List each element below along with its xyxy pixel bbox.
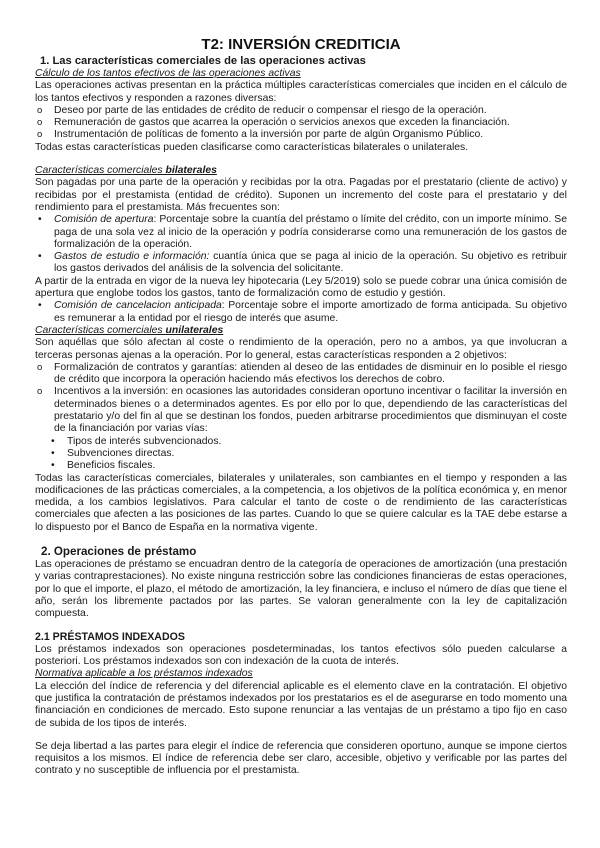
paragraph-normativa-2: Se deja libertad a las partes para elegir el índice de referencia que consideren oportuno, aunque se impone ciertos requisitos a los mismos. El índice de referencia debe ser claro, accesible, objetivo y verificable por las partes del contrato y no susceptible de influencia por el prestamista. [35,740,567,777]
subheading-tantos-efectivos: Cálculo de los tantos efectivos de las operaciones activas [35,68,301,79]
list-item: o Formalización de contratos y garantías: atienden al deseo de las entidades de disminuir en lo posible el riesgo de crédito que incorpora la operación haciendo más efectivos los derechos de cobro. [35,362,567,387]
paragraph-unilaterales: Son aquéllas que sólo afectan al coste o rendimiento de la operación, pero no a ambos, ya que involucran a terceras personas ajenas a la operación. Por lo general, estas características responden a 2 objetivos: [35,337,567,361]
list-item: • Tipos de interés subvencionados. [35,436,567,448]
term: Comisión de apertura [54,214,154,226]
list-item [35,251,567,276]
paragraph-summary: Todas estas características pueden clasificarse como características bilaterales o unilaterales. [35,141,469,153]
list-item: o Remuneración de gastos que acarrea la operación o servicios anexos que exceden la financiación. [35,117,567,129]
paragraph-normativa-1: La elección del índice de referencia y del diferencial aplicable es el elemento clave en la contratación. El objetivo que justifica la contratación de préstamos indexados por los prestatarios es el de asegurarse en todo momento una financiación en condiciones de mercado. Esto supone renunciar a las ventajas de un préstamo a tipo fijo en caso de subida de los tipos de interés. [35,680,567,729]
unilaterales-list [35,362,567,436]
term-text: : Porcentaje sobre el importe amortizado de forma anticipada. Su objetivo es remunerar a la entidad por el riesgo de interés que asume. [54,300,567,324]
subheading-prefix: Características comerciales [35,165,166,177]
list-item: o Incentivos a la inversión: en ocasiones las autoridades consideran oportuno incentivar o facilitar la inversión en determinados bienes o a determinados agentes. Es por ello por lo que, dependiendo de las características del prestatario y/o del fin al que se destinan los fondos, pueden arbitrarse procedimientos que disminuyan el coste de la financiación por varias vías: [35,386,567,435]
list-item [35,300,567,325]
document-title: T2: INVERSIÓN CREDITICIA [201,36,401,53]
paragraph-indexados: Los préstamos indexados son operaciones posdeterminadas, los tantos efectivos sólo pueden calcularse a posteriori. Los préstamos indexados son con indexación de la cuota de interés. [35,643,567,668]
paragraph-prestamo: Las operaciones de préstamo se encuadran dentro de la categoría de operaciones de amortización (una prestación y varias contraprestaciones). No existe ninguna restricción sobre las condiciones financieras de estas operaciones, por lo que el importe, el plazo, el método de amortización, la ley financiera, e incluso el número de días que tiene el año, serán los libremente pactados por las partes. Se valoran generalmente con la ley de capitalización compuesta. [35,558,567,620]
section-2-1-heading: 2.1 PRÉSTAMOS INDEXADOS [35,631,185,644]
list-item: • Beneficios fiscales. [35,460,567,472]
subheading-bold: bilaterales [165,165,217,177]
term-text: cuantía única que se paga al inicio de la operación. Su objetivo es retribuir los gastos derivados del análisis de la solvencia del solicitante. [54,251,567,275]
subheading-unilaterales [35,325,567,337]
reasons-list [35,105,567,142]
incentives-list [35,436,567,473]
paragraph-closing: Todas las características comerciales, bilaterales y unilaterales, son cambiantes en el tiempo y responden a las modificaciones de las prácticas comerciales, a la competencia, a los objetivos de la política económica y, en menor medida, a los cambios legislativos. Para calcular el tanto de coste o de rendimiento de las características comerciales que afecten a las posiciones de las partes. Cuando lo que se quiere calcular es la TAE debe estarse a lo dispuesto por el Banco de España en la normativa vigente. [35,472,567,533]
subheading-bold: unilaterales [165,324,224,336]
list-item: o Instrumentación de políticas de fomento a la inversión por parte de algún Organismo Público. [35,129,567,141]
document-page [35,36,567,778]
bilaterales-list [35,214,567,275]
term: Comisión de cancelacion anticipada [54,300,222,312]
paragraph-bilaterales: Son pagadas por una parte de la operación y recibidas por la otra. Pagadas por el prestatario (cliente de activo) y recibidas por el prestamista (entidad de crédito). Suponen un incremento del coste para el prestatario y del rendimiento para el prestamista. Más frecuentes son: [35,177,567,213]
paragraph-intro: Las operaciones activas presentan en la práctica múltiples características comerciales que inciden en el cálculo de los tantos efectivos y responden a razones diversas: [35,80,567,104]
term-text: : Porcentaje sobre la cuantía del préstamo o límite del crédito, con un importe mínimo. Se paga de una sola vez al inicio de la operación y podría considerarse como una remuneración de los gastos de formalización de la operación. [54,214,567,250]
list-item [35,214,567,251]
subheading-bilaterales [35,165,567,177]
subheading-prefix: Características comerciales [35,324,166,336]
term: Gastos de estudio e información: [54,251,210,263]
section-1-heading: 1. Las características comerciales de las operaciones activas [40,55,366,67]
list-item: • Subvenciones directas. [35,448,567,460]
paragraph-ley-hipotecaria: A partir de la entrada en vigor de la nueva ley hipotecaria (Ley 5/2019) solo se puede cobrar una única comisión de apertura que englobe todos los gastos, tanto de formalización como de estudio y gestión. [35,275,567,300]
section-2-heading: 2. Operaciones de préstamo [41,544,197,558]
list-item: o Deseo por parte de las entidades de crédito de reducir o compensar el riesgo de la operación. [35,105,567,117]
bilaterales-list-2 [35,300,567,325]
subheading-normativa: Normativa aplicable a los préstamos indexados [35,668,253,680]
